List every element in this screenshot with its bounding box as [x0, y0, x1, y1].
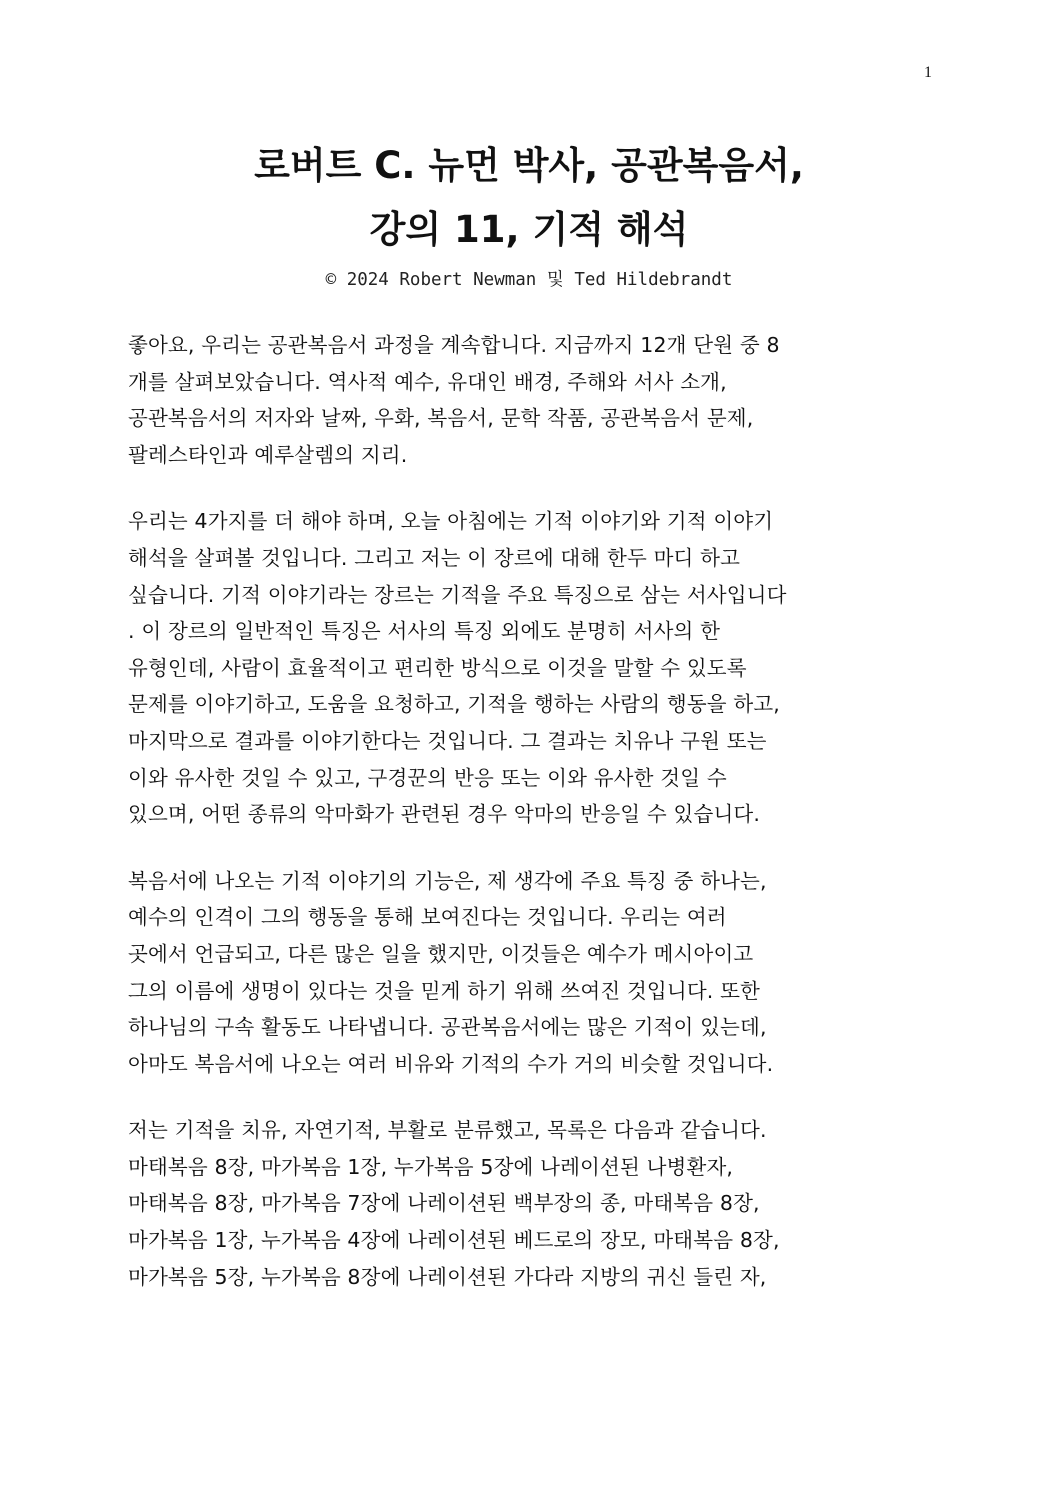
text-line: 유형인데, 사람이 효율적이고 편리한 방식으로 이것을 말할 수 있도록: [128, 655, 747, 680]
page-number: 1: [924, 64, 932, 81]
text-line: 마태복음 8장, 마가복음 1장, 누가복음 5장에 나레이션된 나병환자,: [128, 1154, 734, 1179]
text-line: 저는 기적을 치유, 자연기적, 부활로 분류했고, 목록은 다음과 같습니다.: [128, 1118, 767, 1143]
title-line-1: 로버트 C. 뉴먼 박사, 공관복음서,: [254, 144, 804, 187]
text-line: 해석을 살펴볼 것입니다. 그리고 저는 이 장르에 대해 한두 마디 하고: [128, 545, 741, 570]
text-line: 이와 유사한 것일 수 있고, 구경꾼의 반응 또는 이와 유사한 것일 수: [128, 765, 727, 790]
text-line: 마태복음 8장, 마가복음 7장에 나레이션된 백부장의 종, 마태복음 8장,: [128, 1191, 760, 1216]
text-line: 마지막으로 결과를 이야기한다는 것입니다. 그 결과는 치유나 구원 또는: [128, 728, 767, 753]
paragraph-4: [128, 1112, 928, 1295]
text-line: 개를 살펴보았습니다. 역사적 예수, 유대인 배경, 주해와 서사 소개,: [128, 369, 727, 394]
document-title: [0, 134, 1058, 262]
text-line: 그의 이름에 생명이 있다는 것을 믿게 하기 위해 쓰여진 것입니다. 또한: [128, 978, 761, 1003]
text-line: 문제를 이야기하고, 도움을 요청하고, 기적을 행하는 사람의 행동을 하고,: [128, 692, 780, 717]
body-text: [128, 327, 928, 1325]
text-line: 하나님의 구속 활동도 나타냅니다. 공관복음서에는 많은 기적이 있는데,: [128, 1015, 767, 1040]
text-line: 싶습니다. 기적 이야기라는 장르는 기적을 주요 특징으로 삼는 서사입니다: [128, 582, 787, 607]
paragraph-3: [128, 863, 928, 1083]
paragraph-2: [128, 503, 928, 832]
text-line: 아마도 복음서에 나오는 여러 비유와 기적의 수가 거의 비슷할 것입니다.: [128, 1051, 774, 1076]
title-line-2: 강의 11, 기적 해석: [369, 208, 689, 251]
text-line: 팔레스타인과 예루살렘의 지리.: [128, 442, 408, 467]
text-line: 마가복음 5장, 누가복음 8장에 나레이션된 가다라 지방의 귀신 들린 자,: [128, 1264, 767, 1289]
copyright-line: © 2024 Robert Newman 및 Ted Hildebrandt: [325, 270, 733, 290]
text-line: 있으며, 어떤 종류의 악마화가 관련된 경우 악마의 반응일 수 있습니다.: [128, 802, 761, 827]
text-line: 복음서에 나오는 기적 이야기의 기능은, 제 생각에 주요 특징 중 하나는,: [128, 868, 767, 893]
text-line: 곳에서 언급되고, 다른 많은 일을 했지만, 이것들은 예수가 메시아이고: [128, 941, 754, 966]
text-line: 예수의 인격이 그의 행동을 통해 보여진다는 것입니다. 우리는 여러: [128, 905, 727, 930]
text-line: . 이 장르의 일반적인 특징은 서사의 특징 외에도 분명히 서사의 한: [128, 619, 721, 644]
text-line: 공관복음서의 저자와 날짜, 우화, 복음서, 문학 작품, 공관복음서 문제,: [128, 406, 754, 431]
text-line: 좋아요, 우리는 공관복음서 과정을 계속합니다. 지금까지 12개 단원 중 8: [128, 333, 780, 357]
paragraph-1: [128, 327, 928, 473]
text-line: 우리는 4가지를 더 해야 하며, 오늘 아침에는 기적 이야기와 기적 이야기: [128, 509, 774, 534]
text-line: 마가복음 1장, 누가복음 4장에 나레이션된 베드로의 장모, 마태복음 8장,: [128, 1228, 780, 1253]
